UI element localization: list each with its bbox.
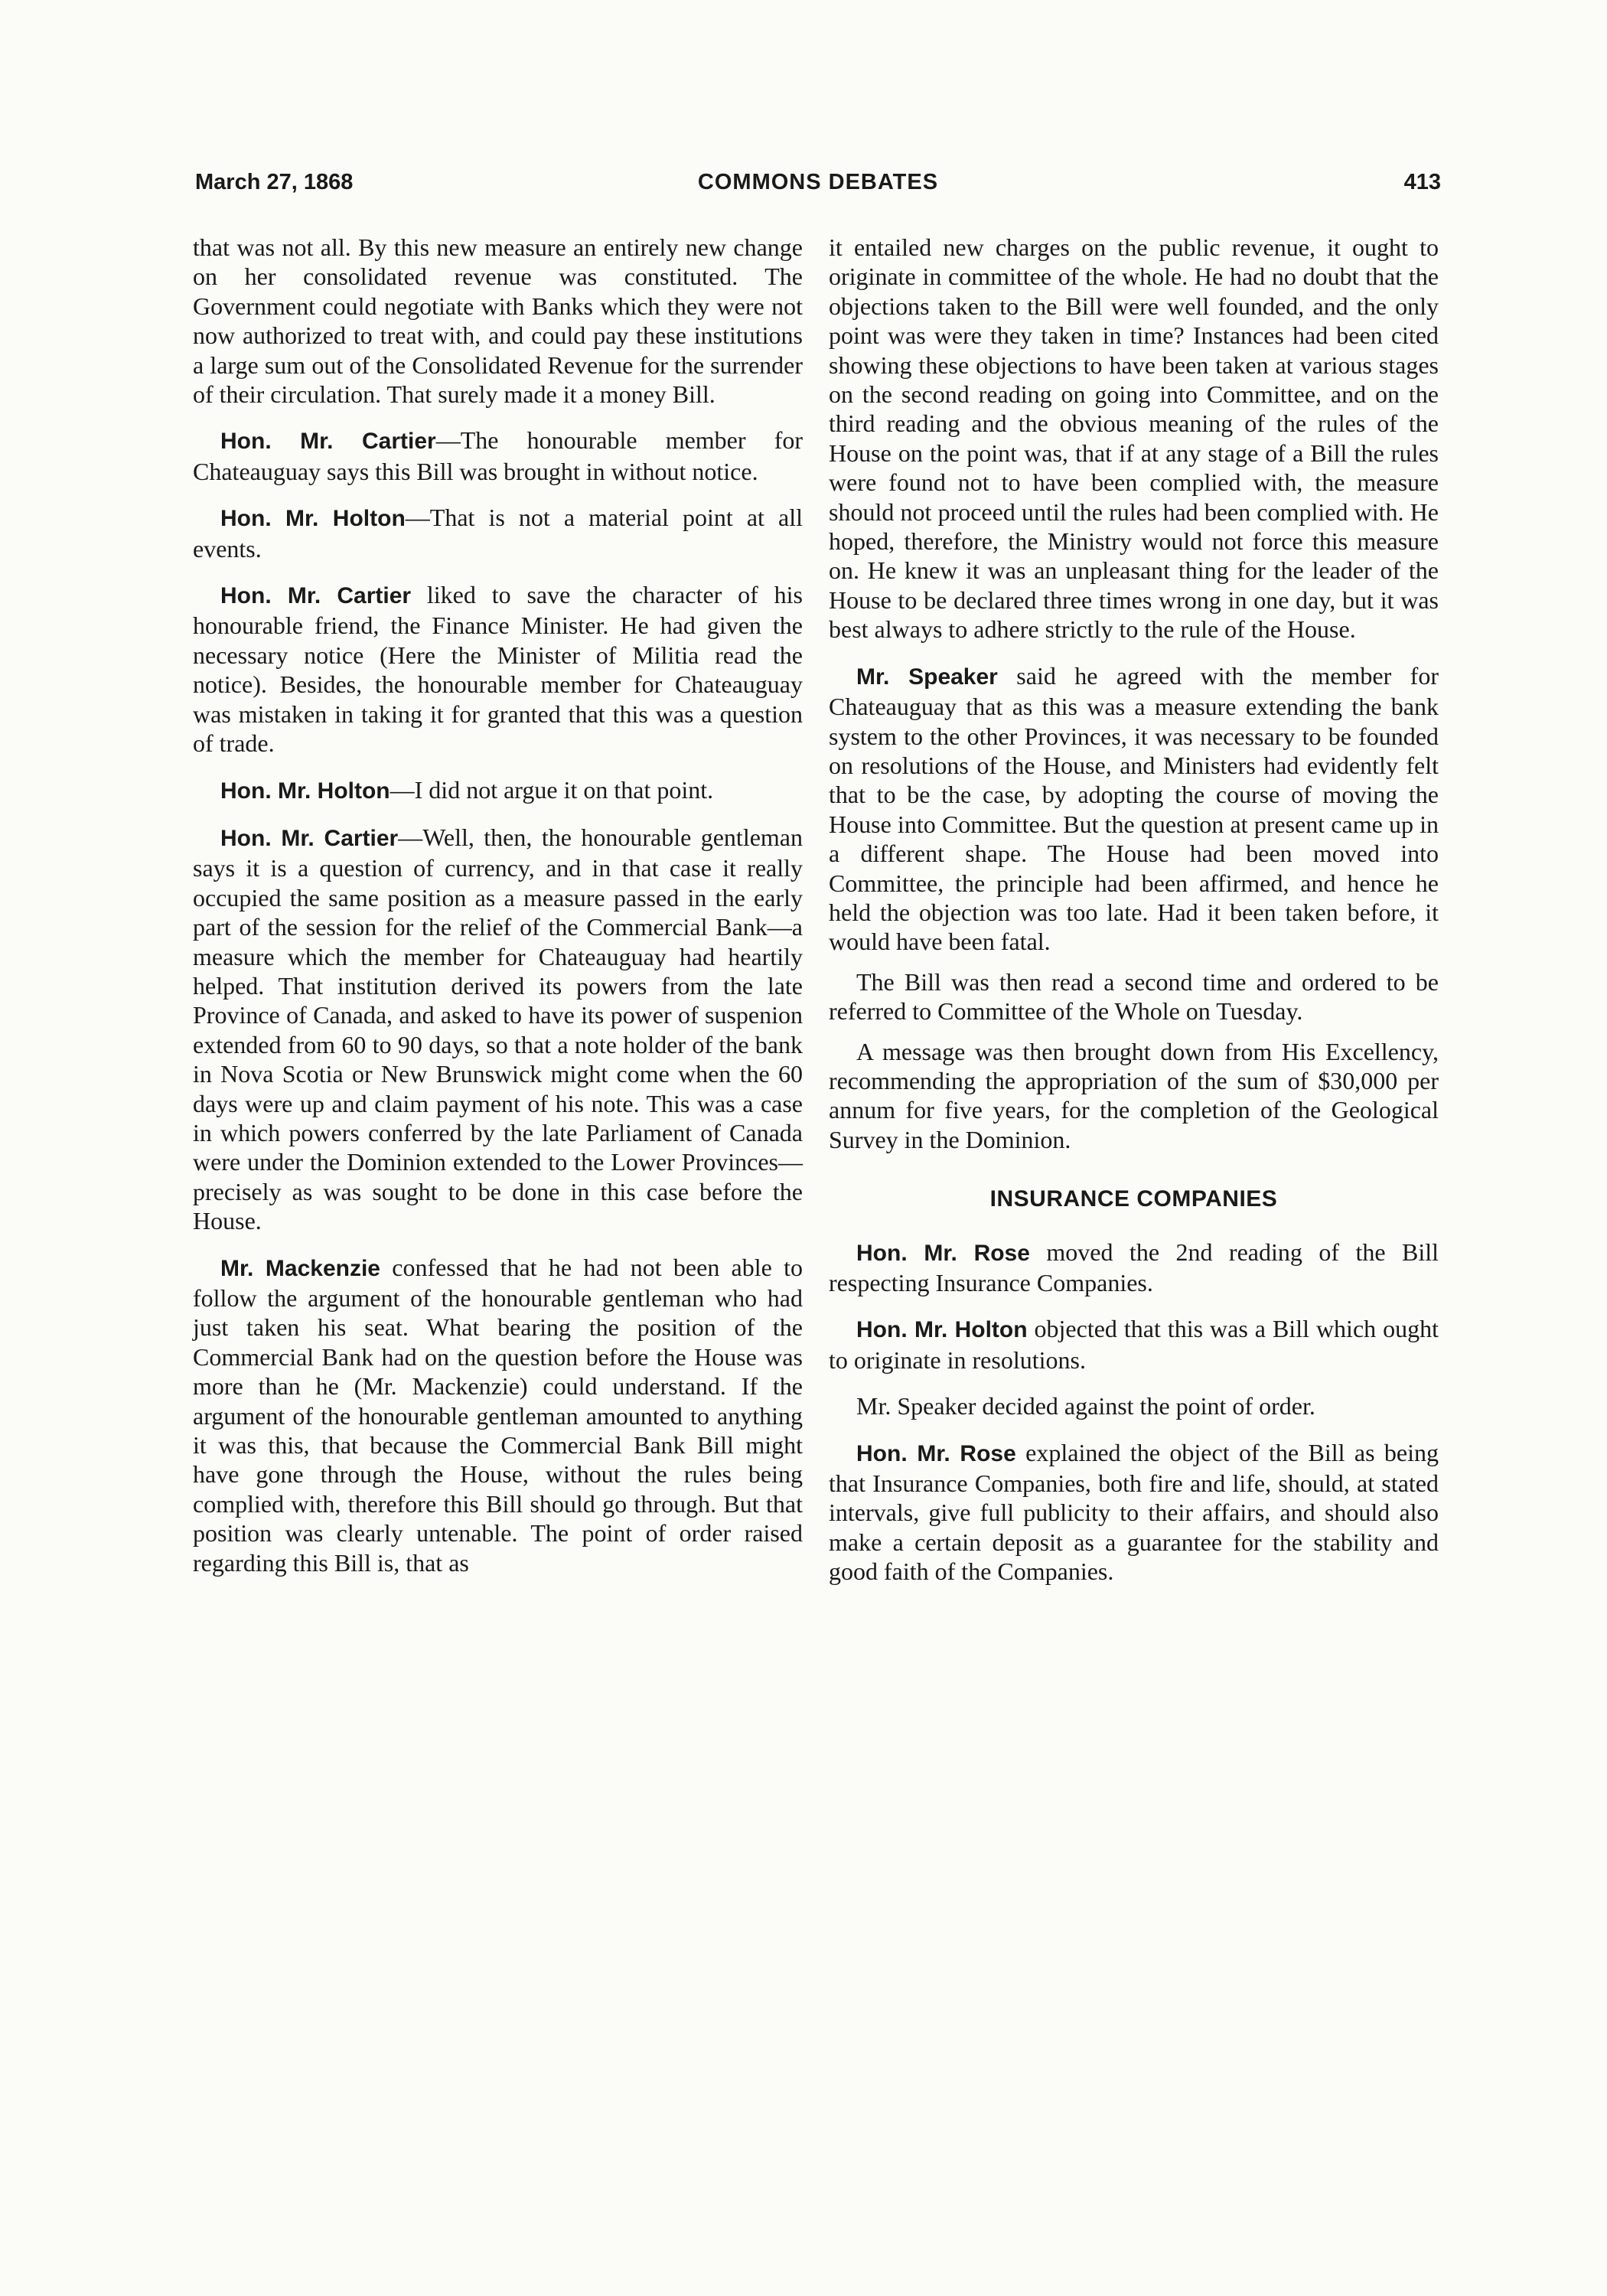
paragraph: it entailed new charges on the public revenue, it ought to originate in committee of the whole. He had no doubt that the objections taken to the Bill were well founded, and the only point was were they taken in time? Instances had been cited showing these objections to have been taken at various stages on the second reading on going into Committee, and on the third reading and the obvious meaning of the rules of the House on the point was, that if at any stage of a Bill the rules were found not to have been complied with, the measure should not proceed until the rules had been complied with. He hoped, therefore, the Ministry would not force this measure on. He knew it was an unpleasant thing for the leader of the House to be declared three times wrong in one day, but it was best always to adhere strictly to the rule of the House. <box>829 233 1439 644</box>
header-title: COMMONS DEBATES <box>697 170 939 194</box>
speech <box>829 1438 1439 1587</box>
speech-text: —I did not argue it on that point. <box>390 775 714 804</box>
header-date: March 27, 1868 <box>195 170 354 194</box>
speech-text: moved the 2nd reading of the Bill respecting Insurance Companies. <box>829 1238 1439 1296</box>
speech-text: explained the object of the Bill as being that Insurance Companies, both fire and life, should, at stated intervals, give full publicity to their affairs, and should also make a certain deposit as a guarantee for the stability and good faith of the Companies. <box>829 1438 1439 1586</box>
speech <box>193 1253 803 1577</box>
speaker-name: Mr. Speaker <box>856 664 998 690</box>
paragraph: The Bill was then read a second time and ordered to be referred to Committee of the Whole on Tuesday. <box>829 967 1439 1026</box>
speaker-name: Hon. Mr. Cartier <box>220 583 412 609</box>
speech <box>829 1314 1439 1375</box>
speaker-name: Mr. Mackenzie <box>220 1255 380 1281</box>
speaker-name: Hon. Mr. Cartier <box>220 429 436 455</box>
speech <box>193 823 803 1236</box>
speaker-name: Hon. Mr. Holton <box>856 1317 1028 1343</box>
left-column <box>193 233 803 1594</box>
speech-text: objected that this was a Bill which ought to originate in resolutions. <box>829 1315 1439 1374</box>
speaker-name: Hon. Mr. Cartier <box>220 825 399 851</box>
page-number: 413 <box>1403 170 1441 194</box>
speech-text: liked to save the character of his honourable friend, the Finance Minister. He had given the necessary notice (Here the Minister of Militia read the notice). Besides, the honourable member for Chateauguay was mistaken in taking it for granted that this was a question of trade. <box>193 581 804 758</box>
speech <box>829 661 1439 957</box>
right-column <box>829 233 1439 1603</box>
section-heading: INSURANCE COMPANIES <box>989 1186 1278 1212</box>
speech <box>193 503 803 563</box>
speaker-name: Hon. Mr. Rose <box>856 1240 1030 1266</box>
speech-text: —The honourable member for Chateauguay says this Bill was brought in without notice. <box>193 426 804 485</box>
paragraph: that was not all. By this new measure an entirely new change on her consolidated revenue was constituted. The Government could negotiate with Banks which they were not now authorized to treat with, and could pay these institutions a large sum out of the Consolidated Revenue for the surrender of their circulation. That surely made it a money Bill. <box>193 233 803 409</box>
speech <box>193 580 803 758</box>
speech <box>193 426 803 486</box>
speech-text: said he agreed with the member for Chateauguay that as this was a measure extending the bank system to the other Provinces, it was necessary to be founded on resolutions of the House, and Ministers had evidently felt that to be the case, by adopting the course of moving the House into Committee. But the question at present came up in a different shape. The House had been moved into Committee, the principle had been affirmed, and hence he held the objection was too late. Had it been taken before, it would have been fatal. <box>829 661 1439 956</box>
speech-text: confessed that he had not been able to follow the argument of the honourable gentleman who had just taken his seat. What bearing the position of the Commercial Bank had on the question before the House was more than he (Mr. Mackenzie) could understand. If the argument of the honourable gentleman amounted to anything it was this, that because the Commercial Bank Bill might have gone through the House, without the rules being complied with, therefore this Bill should go through. But that position was clearly untenable. The point of order raised regarding this Bill is, that as <box>193 1253 803 1577</box>
page-header <box>195 170 1441 204</box>
speaker-name: Hon. Mr. Holton <box>220 778 390 804</box>
speech-text: —That is not a material point at all events. <box>193 504 803 563</box>
speech <box>829 1238 1439 1298</box>
speaker-name: Hon. Mr. Holton <box>220 506 406 532</box>
paragraph: Mr. Speaker decided against the point of order. <box>856 1392 1315 1420</box>
paragraph: A message was then brought down from His Excellency, recommending the appropriation of the sum of $30,000 per annum for five years, for the completion of the Geological Survey in the Dominion. <box>829 1037 1439 1153</box>
speech-text: —Well, then, the honourable gentleman says it is a question of currency, and in that case it really occupied the same position as a measure passed in the early part of the session for the relief of the Commercial Bank—a measure which the member for Chateauguay had heartily helped. That institution derived its powers from the late Province of Canada, and asked to have its power of suspenion extended from 60 to 90 days, so that a note holder of the bank in Nova Scotia or New Brunswick might come when the 60 days were up and claim payment of his note. This was a case in which powers conferred by the late Parliament of Canada were under the Dominion extended to the Lower Provinces—precisely as was sought to be done in this case before the House. <box>193 823 803 1235</box>
speaker-name: Hon. Mr. Rose <box>856 1440 1016 1466</box>
speech <box>193 775 803 806</box>
